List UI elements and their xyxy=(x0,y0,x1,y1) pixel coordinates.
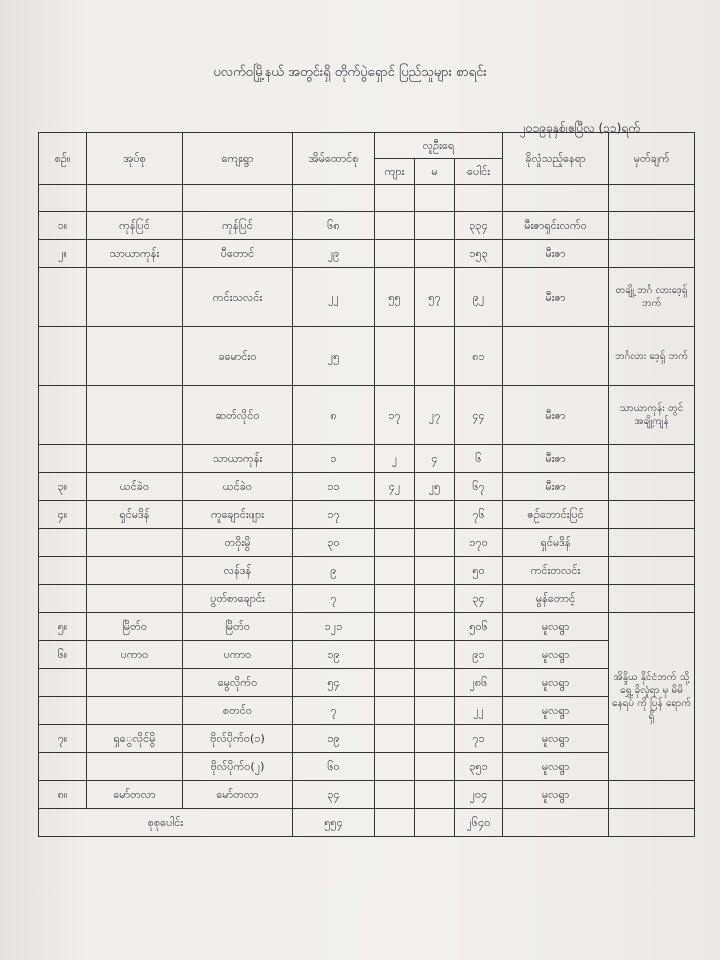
row-female xyxy=(415,669,455,697)
row-village: ဆတ်လိုင်ဝ xyxy=(183,386,293,445)
row-total: ၂၂ xyxy=(455,697,503,725)
header-row xyxy=(39,133,695,159)
row-village: ယင်ခဲဝ xyxy=(183,473,293,501)
row-total: ၇၆ xyxy=(455,501,503,529)
blank-row xyxy=(39,185,695,212)
row-village: တဝိုးမွိ xyxy=(183,529,293,557)
row-households: ၁၂၁ xyxy=(293,613,375,641)
row-total: ၂၈၆ xyxy=(455,669,503,697)
row-location xyxy=(503,327,609,386)
row-female xyxy=(415,327,455,386)
row-male xyxy=(375,725,415,753)
header-male: ကျား xyxy=(375,159,415,185)
row-female xyxy=(415,557,455,585)
row-total: ၉၂ xyxy=(455,268,503,327)
row-remark xyxy=(609,445,695,473)
row-households: ၈ xyxy=(293,386,375,445)
row-households: ၁ xyxy=(293,445,375,473)
table-row xyxy=(39,386,695,445)
row-total: ၁၅၃ xyxy=(455,240,503,268)
row-households: ၅၄ xyxy=(293,669,375,697)
row-no: ၅။ xyxy=(39,613,87,641)
row-location: မူလရွာ xyxy=(503,725,609,753)
row-no xyxy=(39,585,87,613)
row-total: ၃၅၁ xyxy=(455,753,503,781)
row-no: ၂။ xyxy=(39,240,87,268)
row-village: သာယာကုန်း xyxy=(183,445,293,473)
table-row xyxy=(39,781,695,809)
table-row xyxy=(39,585,695,613)
row-group: မြိတ်ဝ xyxy=(87,613,183,641)
table-row xyxy=(39,613,695,641)
row-remark xyxy=(609,585,695,613)
row-location: ကင်းတလင်း xyxy=(503,557,609,585)
table-row xyxy=(39,557,695,585)
total-people: ၂၆၄၀ xyxy=(455,809,503,837)
header-remarks: မှတ်ချက် xyxy=(609,133,695,185)
row-location: မူလရွာ xyxy=(503,613,609,641)
row-no: ၈။ xyxy=(39,781,87,809)
row-households: ၁၉ xyxy=(293,641,375,669)
row-total: ၃၄ xyxy=(455,585,503,613)
row-group: ယင်ခဲဝ xyxy=(87,473,183,501)
row-male xyxy=(375,781,415,809)
header-village: ကျေးရွာ xyxy=(183,133,293,185)
row-location: မီးဇာ xyxy=(503,473,609,501)
row-village: မွေလိုက်ဝ xyxy=(183,669,293,697)
total-label: စုစုပေါင်း xyxy=(39,809,293,837)
row-male xyxy=(375,613,415,641)
header-group: အုပ်စု xyxy=(87,133,183,185)
row-female xyxy=(415,613,455,641)
row-total: ၃၃၄ xyxy=(455,212,503,240)
row-households: ၇ xyxy=(293,697,375,725)
row-no xyxy=(39,557,87,585)
row-female xyxy=(415,697,455,725)
row-location: ရှင်မဒိန် xyxy=(503,529,609,557)
row-no xyxy=(39,529,87,557)
row-male: ၁၇ xyxy=(375,386,415,445)
header-location: ခိုလှုံသည့်နေရာ xyxy=(503,133,609,185)
row-no xyxy=(39,386,87,445)
row-households: ၂၉ xyxy=(293,240,375,268)
refugee-table xyxy=(38,132,695,837)
row-households: ၃၄ xyxy=(293,781,375,809)
row-no xyxy=(39,327,87,386)
row-female xyxy=(415,725,455,753)
row-no: ၁။ xyxy=(39,212,87,240)
row-female xyxy=(415,585,455,613)
row-no: ၃။ xyxy=(39,473,87,501)
row-no xyxy=(39,697,87,725)
row-male xyxy=(375,240,415,268)
row-households: ၇ xyxy=(293,585,375,613)
row-total: ၉၁ xyxy=(455,641,503,669)
row-group: ရှွေလိုင်မွိ xyxy=(87,725,183,753)
total-row xyxy=(39,809,695,837)
row-male: ၄၂ xyxy=(375,473,415,501)
row-male xyxy=(375,529,415,557)
row-remark: တချို့ ဘင်္ဂ လားဒေ့ရှ်ဘက် xyxy=(609,268,695,327)
row-total: ၅၀ xyxy=(455,557,503,585)
table-row xyxy=(39,725,695,753)
row-households: ၁၁ xyxy=(293,473,375,501)
row-group: ကုန်ပြင် xyxy=(87,212,183,240)
row-remark: သာယာကုန်း တွင်အချို့ကျန် xyxy=(609,386,695,445)
row-location: မီးဇာ xyxy=(503,445,609,473)
row-female: ၅၇ xyxy=(415,268,455,327)
row-households: ၉ xyxy=(293,557,375,585)
row-location: မီးဇာရှင်းလက်ဝ xyxy=(503,212,609,240)
row-male xyxy=(375,641,415,669)
total-female xyxy=(415,809,455,837)
header-households: အိမ်ထောင်စု xyxy=(293,133,375,185)
row-total: ၅၀၆ xyxy=(455,613,503,641)
row-female: ၂၇ xyxy=(415,386,455,445)
row-location: မူလရွာ xyxy=(503,641,609,669)
row-village: ကင်းသလင်း xyxy=(183,268,293,327)
row-village: ပီတောင် xyxy=(183,240,293,268)
remark-group: အိန္ဒိယ နိုင်ငံဘက် သို့ ရွှေ့ ခိုလှုံရာ မှ မိမိနေရပ် ကို ပြန် ရောက်ရှိ xyxy=(609,613,695,781)
row-village: လန်ဒန် xyxy=(183,557,293,585)
row-male xyxy=(375,501,415,529)
row-households: ၃၀ xyxy=(293,529,375,557)
row-location: မူလရွာ xyxy=(503,669,609,697)
row-location: ဇဉ်ဘောင်းပြင် xyxy=(503,501,609,529)
row-location: မွန်တောင့် xyxy=(503,585,609,613)
row-male xyxy=(375,585,415,613)
total-location xyxy=(503,809,609,837)
row-group xyxy=(87,386,183,445)
row-village: ပွတ်စာချောင်း xyxy=(183,585,293,613)
document-title: ပလက်ဝမြို့နယ် အတွင်းရှိ တိုက်ပွဲရှောင် ပြည်သူများ စာရင်း xyxy=(213,65,487,80)
table-row xyxy=(39,473,695,501)
total-remark xyxy=(609,809,695,837)
row-male xyxy=(375,753,415,781)
table-row xyxy=(39,445,695,473)
row-male xyxy=(375,669,415,697)
row-group: ပကာဝ xyxy=(87,641,183,669)
row-no: ၆။ xyxy=(39,641,87,669)
row-group xyxy=(87,669,183,697)
row-remark: ဘင်္ဂလား ဒေ့ရှ် ဘက် xyxy=(609,327,695,386)
row-location: မူလရွာ xyxy=(503,753,609,781)
header-no: စဉ်။ xyxy=(39,133,87,185)
row-no xyxy=(39,445,87,473)
row-households: ၁၉ xyxy=(293,725,375,753)
row-group xyxy=(87,268,183,327)
row-no xyxy=(39,753,87,781)
row-location: မူလရွာ xyxy=(503,697,609,725)
row-village: ဗိုလ်ပိုက်ဝ(၂) xyxy=(183,753,293,781)
row-group: ရှင်မဒိန် xyxy=(87,501,183,529)
row-location: မူလရွာ xyxy=(503,781,609,809)
table-row xyxy=(39,327,695,386)
table-row xyxy=(39,529,695,557)
row-village: ဗိုလ်ပိုက်ဝ(၁) xyxy=(183,725,293,753)
row-female xyxy=(415,781,455,809)
header-total: ပေါင်း xyxy=(455,159,503,185)
row-village: ခမောင်းဝ xyxy=(183,327,293,386)
total-male xyxy=(375,809,415,837)
row-group: သာယာကုန်း xyxy=(87,240,183,268)
row-remark xyxy=(609,212,695,240)
row-village: စတင်ဝ xyxy=(183,697,293,725)
row-female xyxy=(415,641,455,669)
row-group xyxy=(87,327,183,386)
row-households: ၂၅ xyxy=(293,327,375,386)
row-total: ၆၇ xyxy=(455,473,503,501)
row-total: ၂၀၄ xyxy=(455,781,503,809)
row-total: ၄၄ xyxy=(455,386,503,445)
row-female: ၂၅ xyxy=(415,473,455,501)
row-group xyxy=(87,697,183,725)
table-row xyxy=(39,697,695,725)
row-group xyxy=(87,445,183,473)
row-location: မီးဇာ xyxy=(503,268,609,327)
row-location: မီးဇာ xyxy=(503,240,609,268)
row-group xyxy=(87,753,183,781)
table-row xyxy=(39,212,695,240)
row-total: ၇၁ xyxy=(455,725,503,753)
row-village: ကုန်ပြင် xyxy=(183,212,293,240)
row-remark xyxy=(609,473,695,501)
row-group xyxy=(87,585,183,613)
row-households: ၂၂ xyxy=(293,268,375,327)
row-male xyxy=(375,697,415,725)
row-remark xyxy=(609,501,695,529)
row-female xyxy=(415,501,455,529)
row-male: ၂ xyxy=(375,445,415,473)
row-remark xyxy=(609,781,695,809)
row-total: ၆ xyxy=(455,445,503,473)
row-no xyxy=(39,669,87,697)
row-group xyxy=(87,529,183,557)
row-male xyxy=(375,327,415,386)
table-row xyxy=(39,641,695,669)
row-male xyxy=(375,212,415,240)
row-no xyxy=(39,268,87,327)
row-female xyxy=(415,753,455,781)
row-no: ၇။ xyxy=(39,725,87,753)
row-households: ၆၈ xyxy=(293,212,375,240)
row-female: ၄ xyxy=(415,445,455,473)
table-row xyxy=(39,501,695,529)
row-households: ၆၀ xyxy=(293,753,375,781)
total-households: ၅၅၄ xyxy=(293,809,375,837)
row-total: ၁၇၀ xyxy=(455,529,503,557)
table-row xyxy=(39,669,695,697)
table-row xyxy=(39,753,695,781)
row-village: ကူချောင်းဖျား xyxy=(183,501,293,529)
row-village: မော်တလာ xyxy=(183,781,293,809)
row-no: ၄။ xyxy=(39,501,87,529)
row-remark xyxy=(609,240,695,268)
row-households: ၁၇ xyxy=(293,501,375,529)
row-female xyxy=(415,212,455,240)
row-village: ပကာဝ xyxy=(183,641,293,669)
row-male: ၅၅ xyxy=(375,268,415,327)
row-female xyxy=(415,529,455,557)
header-people: လူဦးရေ xyxy=(375,133,503,159)
row-group xyxy=(87,557,183,585)
row-group: မော်တလာ xyxy=(87,781,183,809)
row-female xyxy=(415,240,455,268)
row-remark xyxy=(609,557,695,585)
document-date: ၂၀၁၉ခုနှစ်၊ဧပြီလ (၁၁)ရက် xyxy=(520,121,640,135)
row-location: မီးဇာ xyxy=(503,386,609,445)
row-total: ၈၁ xyxy=(455,327,503,386)
row-male xyxy=(375,557,415,585)
header-female: မ xyxy=(415,159,455,185)
row-remark xyxy=(609,529,695,557)
table-row xyxy=(39,268,695,327)
row-village: မြိတ်ဝ xyxy=(183,613,293,641)
table-row xyxy=(39,240,695,268)
